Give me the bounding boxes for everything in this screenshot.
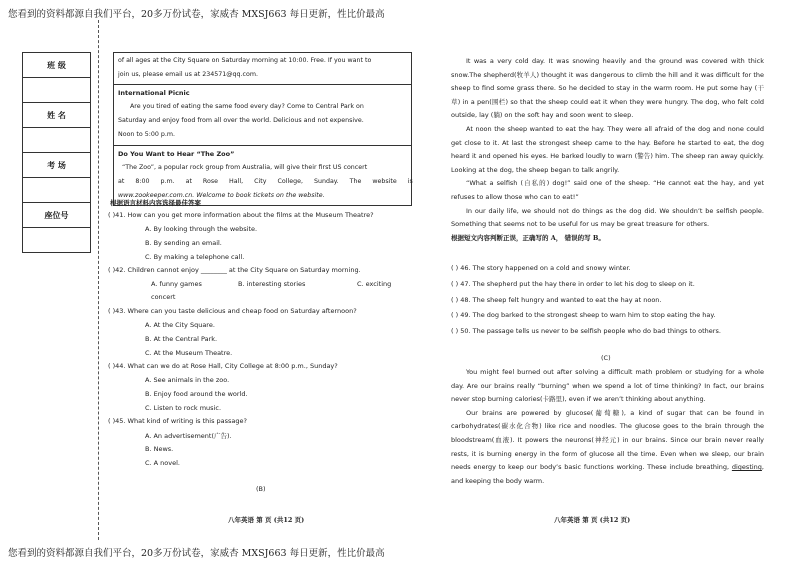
passage-c-paragraph [451, 407, 764, 489]
question-44-option-b[interactable]: B. Enjoy food around the world. [145, 390, 248, 398]
passage-b [451, 55, 764, 245]
room-blank[interactable] [23, 178, 91, 203]
zoo-title: Do You Want to Hear “The Zoo” [118, 149, 235, 158]
question-42-stem: ( )42. Children cannot enjoy ________ at the City Square on Saturday morning. [108, 266, 361, 274]
section-b-label: (B) [256, 485, 266, 493]
class-label: 班 级 [23, 53, 91, 78]
picnic-title: International Picnic [118, 89, 190, 98]
instruction-right: 根据短文内容判断正误，正确写的 A， 错误的写 B。 [451, 233, 605, 242]
instruction-left: 根据语言材料内容选择最佳答案 [110, 199, 201, 207]
question-41-option-c[interactable]: C. By making a telephone call. [145, 253, 245, 261]
footer-right: 八年英语 第 页 (共12 页) [554, 516, 631, 524]
question-42-option-c-cont: concert [151, 293, 176, 301]
notice-line: join us, please email us at 234571@qq.com. [118, 71, 259, 79]
question-44-option-c[interactable]: C. Listen to rock music. [145, 404, 222, 412]
question-42-option-b[interactable]: B. interesting stories [238, 280, 306, 288]
class-blank[interactable] [23, 78, 91, 103]
passage-b-paragraph: At noon the sheep wanted to eat the hay. They were all afraid of the dog and none could get close to it. At last the strongest sheep came to the hay. Before he started to eat, the dog heard it and opened his eyes. He barked loudly to warn (警告) him. The sheep ran away quickly. Looking at the dog, the sheep began to talk angrily. [451, 124, 764, 174]
student-info-table [22, 52, 91, 253]
passage-b-paragraph: “What a selfish (自私的) dog!” said one of the sheep. “He cannot eat the hay, and yet refuses to allow those who can to eat!” [451, 179, 764, 201]
footer-left: 八年英语 第 页 (共12 页) [228, 516, 305, 524]
bottom-banner: 您看到的资料都源自我们平台，20多万份试卷，家威杏 MXSJ663 每日更新，性比价最高 [8, 548, 385, 559]
question-45-option-b[interactable]: B. News. [145, 445, 174, 453]
question-43-option-a[interactable]: A. At the City Square. [145, 321, 215, 329]
underlined-word: digesting [731, 463, 762, 472]
question-41-option-a[interactable]: A. By looking through the website. [145, 225, 258, 233]
passage-c [451, 366, 764, 488]
question-42-option-a[interactable]: A. funny games [151, 280, 202, 288]
question-46: ( ) 46. The story happened on a cold and snowy winter. [451, 264, 631, 272]
name-blank[interactable] [23, 128, 91, 153]
seat-blank[interactable] [23, 228, 91, 253]
notice-section-zoo [114, 145, 411, 205]
notice-line: at 8:00 p.m. at Rose Hall, City College, Sunday. The website is [118, 177, 413, 185]
question-41-option-b[interactable]: B. By sending an email. [145, 239, 222, 247]
binding-line [98, 20, 99, 540]
question-44-option-a[interactable]: A. See animals in the zoo. [145, 376, 230, 384]
notice-line: “The Zoo”, a popular rock group from Australia, will give their first US concert [122, 163, 368, 171]
notice-line: www.zookeeper.com.cn. Welcome to book tickets on the website. [118, 191, 325, 199]
question-43-stem: ( )43. Where can you taste delicious and cheap food on Saturday afternoon? [108, 307, 357, 315]
question-49: ( ) 49. The dog barked to the strongest sheep to warn him to stop eating the hay. [451, 311, 716, 319]
question-44-stem: ( )44. What can we do at Rose Hall, City College at 8:00 p.m., Sunday? [108, 362, 338, 370]
room-label: 考 场 [23, 153, 91, 178]
question-45-option-a[interactable]: A. An advertisement(广告). [145, 432, 232, 440]
notice-line: Are you tired of eating the same food every day? Come to Central Park on [130, 103, 364, 111]
question-45-stem: ( )45. What kind of writing is this passage? [108, 417, 247, 425]
notice-line: Noon to 5:00 p.m. [118, 131, 176, 139]
passage-b-paragraph: In our daily life, we should not do things as the dog did. We shouldn’t be selfish people. Something that seems not to be useful for us may be great treasure for others. [451, 206, 764, 229]
notice-line: of all ages at the City Square on Saturday morning at 10:00. Free. If you want to [118, 57, 372, 64]
question-47: ( ) 47. The shepherd put the hay there in order to let his dog to sleep on it. [451, 280, 695, 288]
notice-line: Saturday and enjoy food from all over the world. Delicious and not expensive. [118, 117, 364, 125]
notice-section-picnic [114, 84, 411, 144]
question-43-option-c[interactable]: C. At the Museum Theatre. [145, 349, 233, 357]
seat-label: 座位号 [23, 203, 91, 228]
question-48: ( ) 48. The sheep felt hungry and wanted to eat the hay at noon. [451, 296, 662, 304]
passage-c-paragraph: You might feel burned out after solving a difficult math problem or studying for a whole day. Are our brains really “burning” when we spend a lot of time thinking? In fact, our brains never stop burning calories(卡路里), even if we aren’t thinking about anything. [451, 368, 764, 404]
question-43-option-b[interactable]: B. At the Central Park. [145, 335, 218, 343]
question-42-option-c[interactable]: C. exciting [357, 280, 392, 288]
question-45-option-c[interactable]: C. A novel. [145, 459, 180, 467]
section-c-label: (C) [601, 354, 611, 362]
notice-section-1 [114, 53, 411, 84]
notice-box [113, 52, 412, 206]
passage-c-paragraph-end: , and keeping the body warm. [451, 463, 764, 485]
question-41-stem: ( )41. How can you get more information about the films at the Museum Theatre? [108, 211, 374, 219]
top-banner: 您看到的资料都源自我们平台，20多万份试卷，家威杏 MXSJ663 每日更新，性比价最高 [8, 9, 385, 20]
passage-c-paragraph-text: Our brains are powered by glucose(葡萄糖), a kind of sugar that can be found in carbohydrates(碳水化合物) like rice and noodles. The glucose goes to the brain through the bloodstream(血液). It powers the neurons(神经元) in our brains. Since our brain never really rests, it is burning energy in the form of glucose all the time. Even when we sleep, our brain needs energy to keep our body’s basic functions working. These include breathing, [451, 408, 764, 472]
name-label: 姓 名 [23, 103, 91, 128]
passage-b-paragraph: It was a very cold day. It was snowing heavily and the ground was covered with thick snow.The shepherd(牧羊人) thought it was dangerous to climb the hill and it was difficult for the sheep to find some grass there. So he decided to stay in the warm room. He put some hay (干草) in a pen(围栏) so that the sheep could eat it when they were hungry. The dog, who felt cold outside, lay (躺) on the soft hay and soon went to sleep. [451, 57, 764, 120]
question-50: ( ) 50. The passage tells us never to be selfish people who do bad things to others. [451, 327, 721, 335]
